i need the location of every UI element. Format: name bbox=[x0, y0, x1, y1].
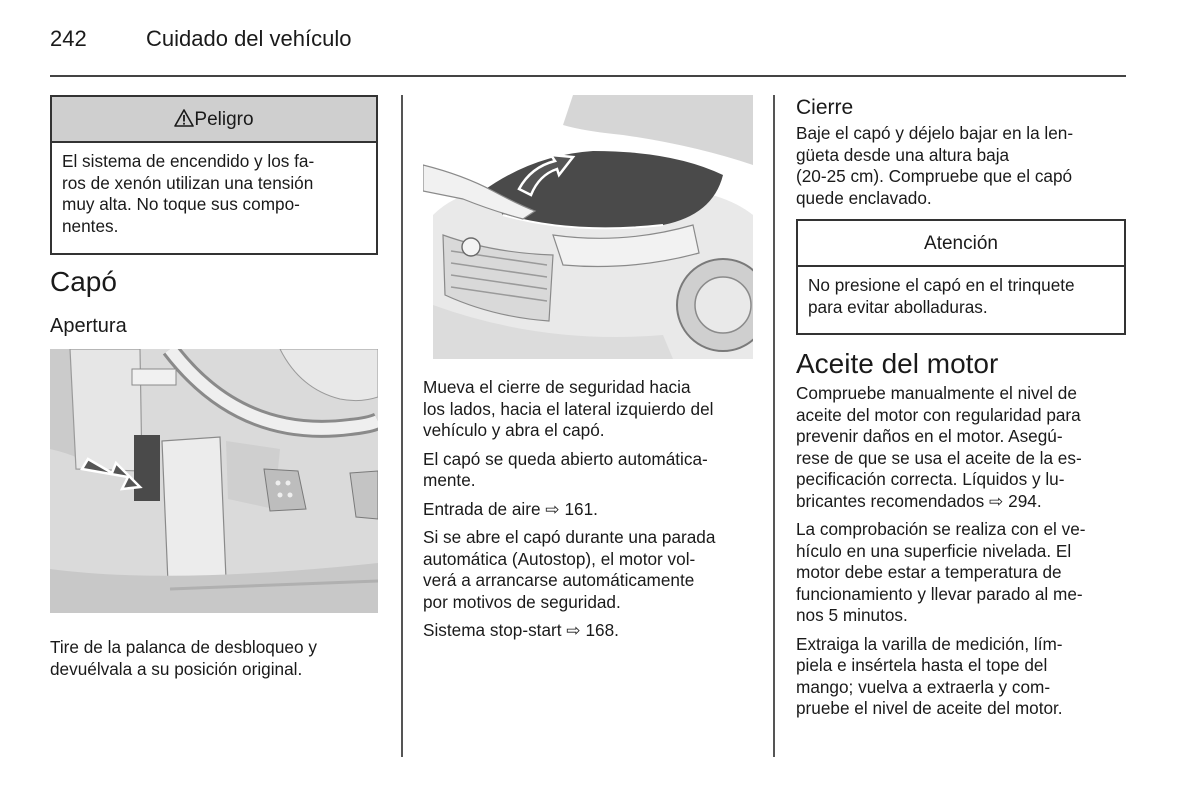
caption-release-lever bbox=[50, 637, 378, 680]
paragraph-autostop bbox=[423, 527, 753, 613]
text-line: nentes. bbox=[62, 215, 119, 236]
danger-box bbox=[50, 95, 378, 255]
text-line: aceite del motor con regularidad para bbox=[796, 404, 1081, 425]
release-lever-illustration bbox=[50, 349, 378, 613]
text-line: ros de xenón utilizan una tensión bbox=[62, 172, 314, 193]
column-divider-left bbox=[401, 95, 403, 757]
hood-latch-illustration bbox=[423, 95, 753, 359]
paragraph-closing bbox=[796, 123, 1126, 209]
danger-box-header bbox=[52, 97, 376, 143]
header-rule bbox=[50, 75, 1126, 77]
text-line: mango; vuelva a extraerla y com- bbox=[796, 676, 1051, 697]
column-divider-right bbox=[773, 95, 775, 757]
paragraph-release-catch bbox=[423, 377, 753, 442]
text-line: Tire de la palanca de desbloqueo y bbox=[50, 637, 317, 657]
text-line: quede enclavado. bbox=[796, 187, 932, 208]
column-3 bbox=[796, 95, 1126, 727]
text-line: para evitar abolladuras. bbox=[808, 296, 988, 317]
notice-text bbox=[798, 267, 1124, 326]
subsection-heading-cierre: Cierre bbox=[796, 96, 854, 119]
text-line: pecificación correcta. Líquidos y lu- bbox=[796, 469, 1065, 489]
text-line: Extraiga la varilla de medición, lím- bbox=[796, 633, 1063, 654]
text-line: No presione el capó en el trinquete bbox=[808, 275, 1075, 295]
paragraph-air-intake-ref bbox=[423, 499, 753, 521]
text-line: mente. bbox=[423, 470, 476, 490]
text-line: nos 5 minutos. bbox=[796, 605, 908, 625]
text-line: motor debe estar a temperatura de bbox=[796, 562, 1062, 582]
danger-text bbox=[52, 143, 376, 245]
text-line: pruebe el nivel de aceite del motor. bbox=[796, 698, 1063, 718]
text-line: El sistema de encendido y los fa- bbox=[62, 151, 315, 171]
paragraph-oil-check bbox=[796, 383, 1126, 512]
page-number: 242 bbox=[50, 26, 87, 51]
text-line: La comprobación se realiza con el ve- bbox=[796, 519, 1086, 539]
danger-label: Peligro bbox=[194, 109, 254, 130]
column-1 bbox=[50, 95, 378, 687]
text-line: (20-25 cm). Compruebe que el capó bbox=[796, 166, 1073, 186]
paragraph-hood-stays-open bbox=[423, 449, 753, 492]
cross-reference-link[interactable]: Sistema stop-start ⇨ 168. bbox=[423, 620, 619, 640]
text-line: vehículo y abra el capó. bbox=[423, 420, 605, 440]
cross-reference-link[interactable]: bricantes recomendados ⇨ 294. bbox=[796, 490, 1042, 511]
notice-box-header: Atención bbox=[798, 221, 1124, 267]
paragraph-stop-start-ref bbox=[423, 620, 753, 642]
text-line: prevenir daños en el motor. Asegú- bbox=[796, 426, 1063, 446]
page-title: Cuidado del vehículo bbox=[146, 26, 352, 51]
warning-triangle-icon bbox=[174, 109, 194, 127]
text-line: Mueva el cierre de seguridad hacia bbox=[423, 377, 691, 397]
text-line: automática (Autostop), el motor vol- bbox=[423, 548, 696, 569]
notice-box bbox=[796, 219, 1126, 335]
text-line: funcionamiento y llevar parado al me- bbox=[796, 583, 1083, 604]
section-heading-aceite: Aceite del motor bbox=[796, 348, 999, 379]
column-2 bbox=[423, 95, 753, 649]
paragraph-dipstick bbox=[796, 634, 1126, 720]
text-line: devuélvala a su posición original. bbox=[50, 658, 303, 679]
text-line: güeta desde una altura baja bbox=[796, 144, 1010, 165]
text-line: por motivos de seguridad. bbox=[423, 591, 621, 612]
text-line: verá a arrancarse automáticamente bbox=[423, 570, 695, 590]
text-line: muy alta. No toque sus compo- bbox=[62, 194, 300, 214]
text-line: piela e insértela hasta el tope del bbox=[796, 655, 1048, 675]
paragraph-level-surface bbox=[796, 519, 1126, 627]
text-line: hículo en una superficie nivelada. El bbox=[796, 540, 1072, 561]
text-line: rese de que se usa el aceite de la es- bbox=[796, 447, 1082, 468]
text-line: Baje el capó y déjelo bajar en la len- bbox=[796, 123, 1074, 143]
text-line: Compruebe manualmente el nivel de bbox=[796, 383, 1077, 403]
text-line: Si se abre el capó durante una parada bbox=[423, 527, 716, 547]
cross-reference-link[interactable]: Entrada de aire ⇨ 161. bbox=[423, 498, 598, 519]
section-heading-capo: Capó bbox=[50, 266, 117, 297]
subsection-heading-apertura: Apertura bbox=[50, 315, 127, 337]
text-line: los lados, hacia el lateral izquierdo del bbox=[423, 398, 714, 419]
text-line: El capó se queda abierto automática- bbox=[423, 448, 708, 469]
